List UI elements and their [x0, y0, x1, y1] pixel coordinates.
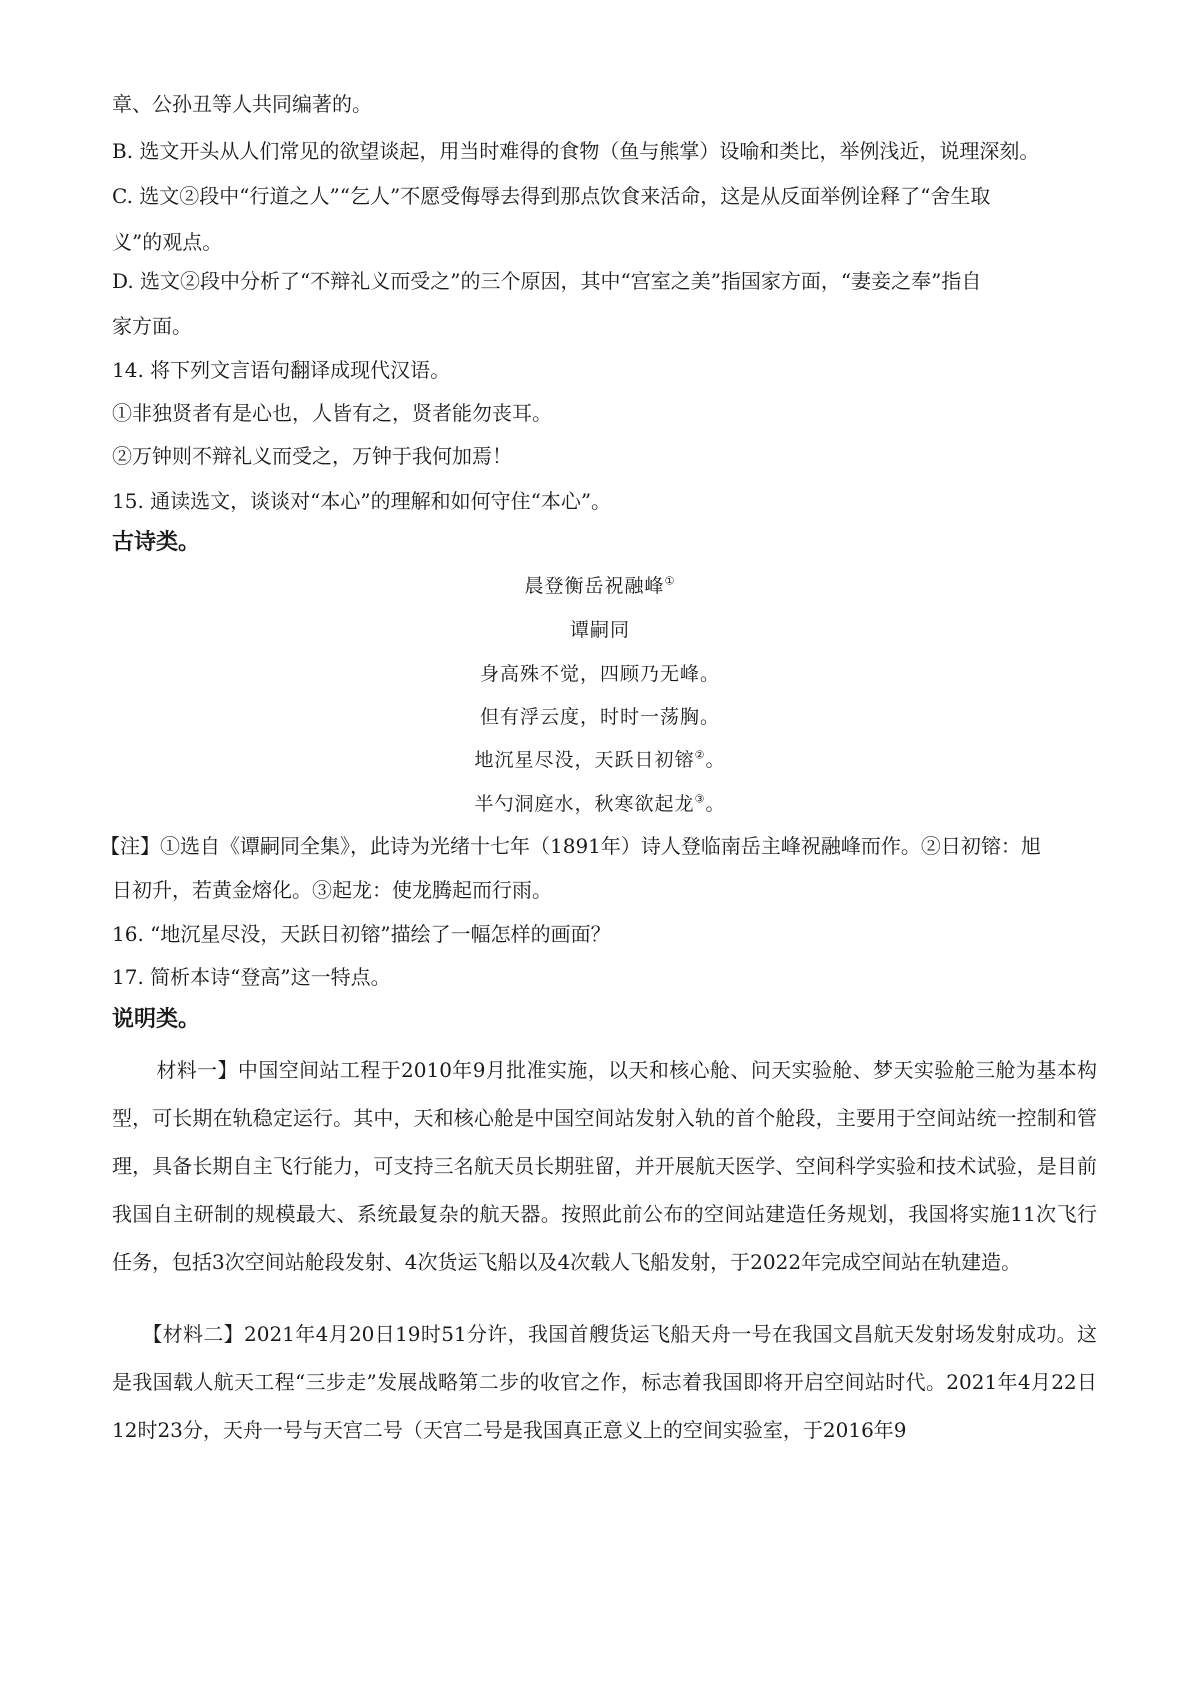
question-14-item-1: ①非独贤者有是心也，人皆有之，贤者能勿丧耳。	[112, 401, 552, 425]
material-one-paragraph	[112, 1046, 1097, 1286]
option-b: B. 选文开头从人们常见的欲望谈起，用当时难得的食物（鱼与熊掌）设喻和类比，举例浅近，说理深刻。	[112, 139, 1040, 163]
poem-line-text: 半勺洞庭水，秋寒欲起龙	[474, 793, 695, 815]
material-two-text: 【材料二】2021年4月20日19时51分许，我国首艘货运飞船天舟一号在我国文昌航天发射场发射成功。这是我国载人航天工程“三步走”发展战略第二步的收官之作，标志着我国即将开启空间站时代。2021年4月22日12时23分，天舟一号与天宫二号（天宫二号是我国真正意义上的空间实验室，于2016年9	[112, 1322, 1097, 1442]
option-c-line2: 义”的观点。	[112, 230, 223, 254]
material-two-paragraph	[112, 1310, 1097, 1454]
poem-note-line2: 日初升，若黄金熔化。③起龙：使龙腾起而行雨。	[112, 878, 552, 902]
poem-title-footnote-mark: ①	[664, 574, 676, 588]
question-17: 17. 简析本诗“登高”这一特点。	[112, 965, 391, 989]
poem-title	[0, 572, 1200, 600]
poem-line: 身高殊不觉，四顾乃无峰。	[479, 663, 720, 685]
poem-footnote-mark: ②	[694, 748, 706, 762]
question-16: 16. “地沉星尽没，天跃日初镕”描绘了一幅怎样的画面？	[112, 922, 611, 946]
material-one-text: 材料一】中国空间站工程于2010年9月批准实施，以天和核心舱、问天实验舱、梦天实验舱三舱为基本构型，可长期在轨稳定运行。其中，天和核心舱是中国空间站发射入轨的首个舱段，主要用于空间站统一控制和管理，具备长期自主飞行能力，可支持三名航天员长期驻留，并开展航天医学、空间科学实验和技术试验，是目前我国自主研制的规模最大、系统最复杂的航天器。按照此前公布的空间站建造任务规划，我国将实施11次飞行任务，包括3次空间站舱段发射、4次货运飞船以及4次载人飞船发射，于2022年完成空间站在轨建造。	[112, 1058, 1097, 1274]
section-heading-expository: 说明类。	[112, 1007, 201, 1032]
option-d-line1: D. 选文②段中分析了“不辩礼义而受之”的三个原因，其中“宫室之美”指国家方面，“妻妾之奉”指自	[112, 269, 982, 293]
poem-line	[0, 790, 1200, 818]
question-14: 14. 将下列文言语句翻译成现代汉语。	[112, 358, 451, 382]
option-d-line2: 家方面。	[112, 314, 192, 338]
text-line: 章、公孙丑等人共同编著的。	[112, 92, 372, 116]
poem-line-text: 地沉星尽没，天跃日初镕	[474, 749, 695, 771]
question-15: 15. 通读选文，谈谈对“本心”的理解和如何守住“本心”。	[112, 489, 612, 513]
poem-line-punct: 。	[705, 749, 726, 771]
poem-line-punct: 。	[705, 793, 726, 815]
poem-title-text: 晨登衡岳祝融峰	[524, 575, 665, 597]
poem-footnote-mark: ③	[694, 792, 706, 806]
question-14-item-2: ②万钟则不辩礼义而受之，万钟于我何加焉！	[112, 444, 512, 468]
poem-author: 谭嗣同	[569, 619, 630, 641]
section-heading-poem: 古诗类。	[112, 530, 201, 555]
poem-line: 但有浮云度，时时一荡胸。	[479, 706, 720, 728]
option-c-line1: C. 选文②段中“行道之人”“乞人”不愿受侮辱去得到那点饮食来活命，这是从反面举例诠释了“舍生取	[112, 184, 991, 208]
poem-note-line1: 【注】①选自《谭嗣同全集》，此诗为光绪十七年（1891年）诗人登临南岳主峰祝融峰而作。②日初镕：旭	[100, 834, 1041, 858]
poem-line	[0, 746, 1200, 774]
